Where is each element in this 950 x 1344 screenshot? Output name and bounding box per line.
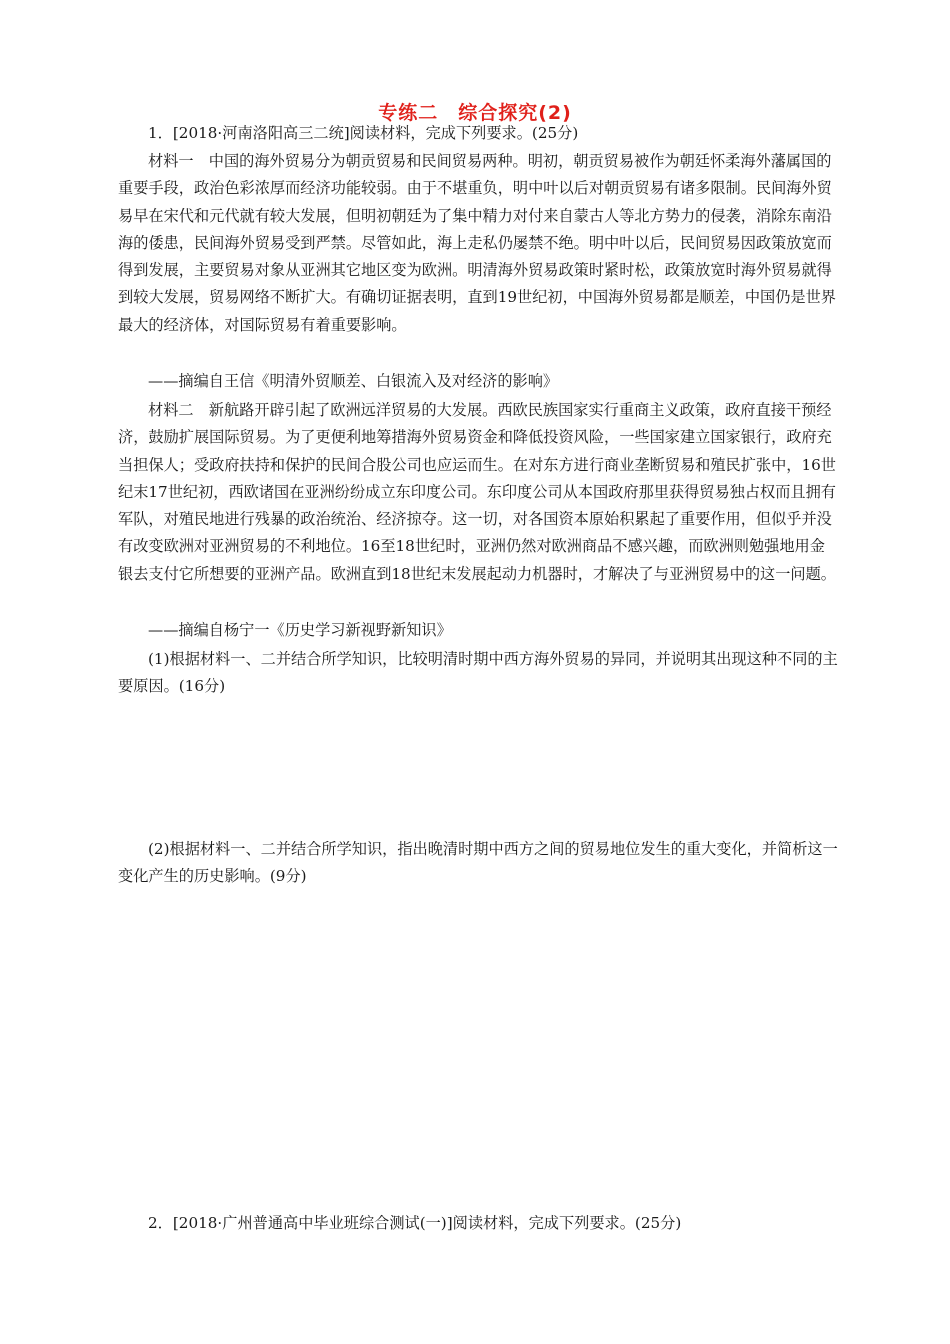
question-1-part-1: (1)根据材料一、二并结合所学知识，比较明清时期中西方海外贸易的异同，并说明其出现这种不同的主要原因。(16分) bbox=[118, 650, 838, 696]
material-1-text: 材料一 中国的海外贸易分为朝贡贸易和民间贸易两种。明初，朝贡贸易被作为朝廷怀柔海外藩属国的重要手段，政治色彩浓厚而经济功能较弱。由于不堪重负，明中叶以后对朝贡贸易有诸多限制。民间海外贸易早在宋代和元代就有较大发展，但明初朝廷为了集中精力对付来自蒙古人等北方势力的侵袭，消除东南沿海的倭患，民间海外贸易受到严禁。尽管如此，海上走私仍屡禁不绝。明中叶以后，民间贸易因政策放宽而得到发展，主要贸易对象从亚洲其它地区变为欧洲。明清海外贸易政策时紧时松，政策放宽时海外贸易就得到较大发展，贸易网络不断扩大。有确切证据表明，直到19世纪初，中国海外贸易都是顺差，中国仍是世界最大的经济体，对国际贸易有着重要影响。 bbox=[118, 152, 836, 334]
question-2-header: 2．[2018·广州普通高中毕业班综合测试(一)]阅读材料，完成下列要求。(25分) bbox=[148, 1214, 682, 1232]
question-1-header: 1．[2018·河南洛阳高三二统]阅读材料，完成下列要求。(25分) bbox=[148, 124, 579, 142]
material-1-source: ——摘编自王信《明清外贸顺差、白银流入及对经济的影响》 bbox=[148, 372, 559, 390]
material-2-text: 材料二 新航路开辟引起了欧洲远洋贸易的大发展。西欧民族国家实行重商主义政策，政府直接干预经济，鼓励扩展国际贸易。为了更便利地筹措海外贸易资金和降低投资风险，一些国家建立国家银行，政府充当担保人；受政府扶持和保护的民间合股公司也应运而生。在对东方进行商业垄断贸易和殖民扩张中，16世纪末17世纪初，西欧诸国在亚洲纷纷成立东印度公司。东印度公司从本国政府那里获得贸易独占权而且拥有军队，对殖民地进行残暴的政治统治、经济掠夺。这一切，对各国资本原始积累起了重要作用，但似乎并没有改变欧洲对亚洲贸易的不利地位。16至18世纪时，亚洲仍然对欧洲商品不感兴趣，而欧洲则勉强地用金银去支付它所想要的亚洲产品。欧洲直到18世纪末发展起动力机器时，才解决了与亚洲贸易中的这一问题。 bbox=[118, 401, 836, 583]
question-1-part-2: (2)根据材料一、二并结合所学知识，指出晚清时期中西方之间的贸易地位发生的重大变化，并简析这一变化产生的历史影响。(9分) bbox=[118, 840, 838, 886]
page-title: 专练二 综合探究(2) bbox=[378, 102, 572, 124]
material-2-source: ——摘编自杨宁一《历史学习新视野新知识》 bbox=[148, 621, 452, 639]
